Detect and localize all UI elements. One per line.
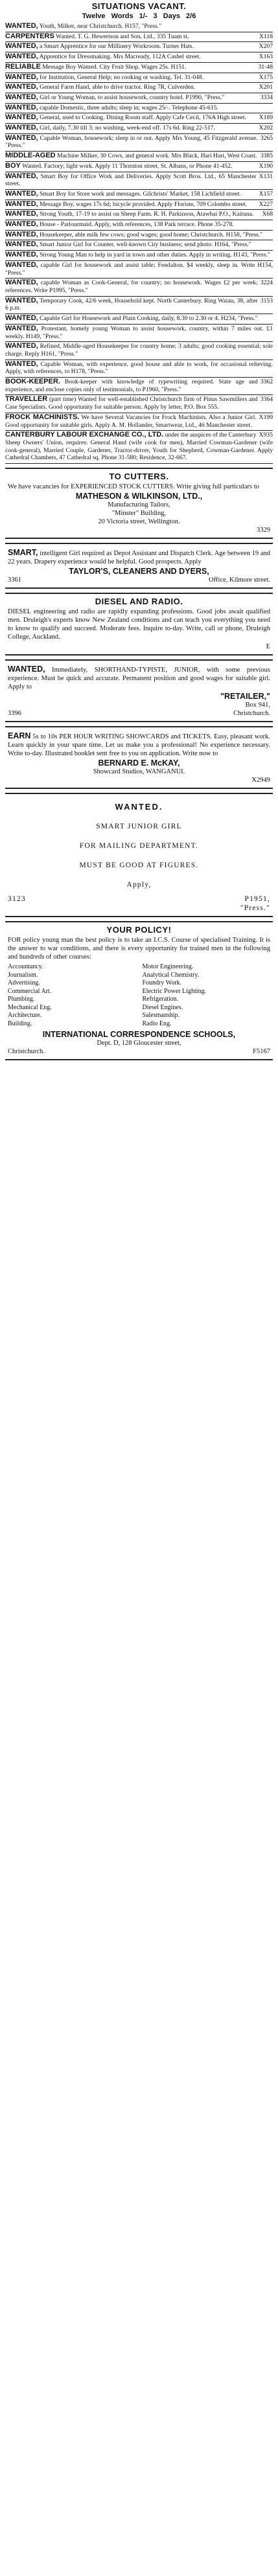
classified-ad [5, 104, 273, 114]
ics-course: Advertising. [8, 979, 40, 987]
ad-reference: X199 [259, 413, 273, 421]
classified-ad [5, 413, 273, 431]
ad-text: Girl or Young Woman, to assist housework, country hotel. P1990, "Press." [40, 93, 225, 101]
classified-ad [5, 231, 273, 241]
diesel-ref: E [266, 643, 270, 651]
ad-text: Apprentice for Dressmaking. Mrs Macready, 112A Cashel street. [39, 53, 201, 61]
classified-ad [5, 378, 273, 395]
diesel-text: DIESEL engineering and radio are rapidly expanding professions. Good jobs await qualified men. Druleigh's experts know New Zealand conditions and can teach you everything you need to know to qualify and succeed. Moderate fees. Inquire to-day. Write, call or phone, Druleigh College, Auckland. [8, 608, 270, 641]
ad-lead-word: WANTED, [5, 279, 38, 287]
classified-ad [5, 200, 273, 211]
ad-lead-word: WANTED, [5, 52, 38, 61]
ad-text: under the auspices of the Canterbury Sheep Owners' Union, requires: General Hand (wife cook for men), Married Cowman-Gardener (wife cook-general), Married Couple, Gardener, Tractor-driver, Youth for Shepherd, Cowman-Gardener. Apply Cathedral Chambers, 47 Cathedral sq. Phone 31-580; Residence, 32-667. [5, 431, 273, 462]
ad-lead-word: MIDDLE-AGED [5, 152, 56, 160]
ad-lead-word: WANTED, [5, 83, 38, 91]
ad-text: Housekeeper, able milk few cows; good wages; good home; Christchurch. H158, "Press." [40, 231, 263, 238]
depot-ad [5, 543, 273, 589]
ad-lead-word: BOY [5, 161, 21, 170]
ad-text: Capable Girl for Housework and Plain Cooking, daily, 8.30 to 2.30 or 4. H234, "Press." [40, 315, 258, 323]
classified-ad [5, 93, 273, 104]
classified-ad [5, 261, 273, 279]
cutters-firm: MATHESON & WILKINSON, LTD., [75, 492, 203, 501]
ad-text: Smart Boy for Office Work and Deliveries. Apply Scott Bros. Ltd., 65 Manchester street. [5, 172, 257, 188]
mailing-footer [8, 895, 270, 913]
ics-footer [8, 1047, 270, 1056]
ics-course: Diesel Engines. [142, 1003, 183, 1011]
ad-reference: 3334 [260, 93, 273, 101]
classified-ad [5, 113, 273, 124]
classified-ad [5, 52, 273, 63]
classified-ad [5, 63, 273, 73]
ad-reference: 3153 [260, 297, 273, 304]
ics-course: Motor Engineering. [142, 963, 194, 971]
ics-city: Christchurch. [8, 1048, 45, 1056]
ad-lead-word: WANTED, [5, 220, 38, 229]
ics-course: Analytical Chemistry. [142, 971, 200, 979]
mailing-heading: WANTED. [115, 802, 163, 812]
ad-text: capable Girl for housework and assist table; Fendalton. $4 weekly, sleep in. Write H154, "Press." [5, 261, 273, 277]
classified-ad [5, 42, 273, 52]
ad-text: Message Boy Wanted. City Fruit Shop. Wages 25s. H151. [42, 63, 187, 71]
ad-text: Smart Junior Girl for Counter, well-known City business; send photo. H164, "Press." [40, 241, 251, 249]
classified-ad [5, 395, 273, 413]
ics-school: INTERNATIONAL CORRESPONDENCE SCHOOLS, [42, 1030, 236, 1040]
mailing-ad [5, 793, 273, 917]
classified-ad [5, 240, 273, 251]
ad-text: Youth, Milker, near Christchurch. H157, "Press." [39, 23, 161, 30]
ad-reference: X68 [262, 211, 273, 218]
classified-ad [5, 32, 273, 43]
classified-ad [5, 124, 273, 134]
earn-studios: Showcard Studios, WANGANUI. [93, 768, 185, 776]
classified-ad [5, 297, 273, 314]
typiste-city: Christchurch. [233, 710, 270, 718]
ics-intro: FOR policy young man the best policy is to take an I.C.S. Course of specialised Training. It is the answer to war conditions, and there is every opportunity for trained men in the following and hundreds of other courses: [8, 937, 270, 961]
mailing-line3: MUST BE GOOD AT FIGURES. [79, 861, 199, 870]
classified-ad [5, 360, 273, 378]
ad-text: for Institution, General Help; no cooking or washing. Tel. 31-048. [40, 73, 204, 81]
classified-ad [5, 134, 273, 152]
ad-lead-word: WANTED, [5, 210, 38, 218]
typiste-footer [8, 709, 270, 718]
ad-lead-word: WANTED, [5, 113, 38, 122]
ics-course: Commercial Art. [8, 987, 52, 995]
cutters-brand: "Minster" Building, [111, 510, 167, 518]
ad-text: Book-keeper with knowledge of typewriting required. State age and experience, and enclose copies only of testimonials, to P1960, "Press." [5, 378, 258, 393]
mailing-ref1: P1951, [244, 895, 270, 904]
section-title: SITUATIONS VACANT. [91, 1, 187, 11]
ad-reference: 3265 [260, 134, 273, 142]
ads-list [5, 22, 273, 464]
classified-ad [5, 190, 273, 200]
earn-ref: X2949 [251, 777, 270, 784]
ad-lead-word: WANTED, [5, 314, 38, 323]
mailing-ref-left: 3123 [8, 895, 26, 904]
ad-lead-word: FROCK MACHINISTS. [5, 413, 80, 421]
ics-course: Journalism. [8, 971, 38, 979]
ad-text: (part time) Wanted for well-established Christchurch firm of Pinus Sawmillers and Case Specialists. Good opportunity for suitable person. Apply by letter, P.O. Box 555. [5, 396, 258, 411]
ad-lead-word: WANTED, [5, 260, 38, 269]
typiste-text-block [8, 665, 270, 691]
classified-ad [5, 251, 273, 261]
ad-text: Capable Woman, with experience, good house and able to work, for occasional relieving. Apply, with references, to H178, "Press." [5, 360, 273, 376]
ad-reference: X118 [259, 32, 273, 40]
ad-text: Girl, daily, 7.30 till 3; no washing, week-end off. 17s 6d. Ring 22-517. [40, 124, 215, 132]
ics-course: Electric Power Lighting. [142, 987, 207, 995]
ad-reference: X175 [259, 73, 273, 81]
ad-text: capable Woman as Cook-General, for country; no housework. Wages £2 per week; references. Write P1995, "Press." [5, 279, 258, 294]
cutters-ad [5, 468, 273, 539]
depot-ref: 3361 [8, 576, 21, 584]
ad-text: Strong Young Man to help in yard in town and other duties. Apply in writing. H143, "Press." [40, 251, 270, 259]
ics-dept: Dept. D, 128 Gloucester street, [97, 1040, 181, 1047]
mailing-line1: SMART JUNIOR GIRL [96, 823, 182, 831]
ad-text: We have Several Vacancies for Frock Machinists. Also a Junior Girl. Good opportunity for suitable girls. Apply A. M. Hollander, Smartwear, Ltd., 46 Manchester street. [5, 413, 257, 429]
classified-ad [5, 342, 273, 359]
ad-lead-word: BOOK-KEEPER. [5, 378, 60, 386]
ad-text: Smart Boy for Store work and messages. Gilchrists' Market, 158 Lichfield street. [40, 190, 241, 198]
ics-title: YOUR POLICY! [106, 925, 172, 935]
ad-lead-word: RELIABLE [5, 62, 41, 71]
ad-reference: X207 [259, 43, 273, 51]
diesel-ad [5, 593, 273, 655]
classified-ad [5, 152, 273, 162]
ad-reference: X201 [259, 84, 273, 91]
ics-course: Foundry Work. [142, 979, 182, 987]
classified-ad [5, 172, 273, 190]
classified-ad [5, 431, 273, 464]
earn-name: BERNARD E. McKAY, [98, 758, 180, 768]
ad-reference: X202 [259, 124, 273, 132]
ad-lead-word: CANTERBURY LABOUR EXCHANGE CO., LTD. [5, 431, 164, 439]
ics-courses [8, 963, 270, 1028]
mailing-refs [240, 895, 270, 913]
classified-ad [5, 314, 273, 325]
classified-ad [5, 279, 273, 296]
typiste-text: Immediately, SHORTHAND-TYPISTE, JUNIOR, with some previous experience. Must be quick and accurate. Permanent position and good wages for suitable girl. Apply to [8, 667, 271, 691]
ad-text: Capable Woman, housework; sleep in or out. Apply Mrs Young, 45 Fitzgerald avenue. "Press." [5, 134, 258, 150]
ics-course: Refrigeration. [142, 996, 179, 1003]
ad-text: Protestant, homely young Woman to assist housework, country, within 7 miles out. £1 weekly. H149, "Press." [5, 325, 273, 340]
ad-reference: 3224 [260, 279, 273, 287]
earn-lead: EARN [8, 731, 31, 741]
diesel-title: DIESEL AND RADIO. [95, 597, 183, 607]
cutters-address: 20 Victoria street, Wellington. [98, 518, 180, 526]
ad-text: Message Boy, wages 17s 6d; bicycle provided. Apply Floriste, 709 Colombo street. [40, 200, 248, 208]
ad-lead-word: WANTED, [5, 133, 38, 142]
mailing-apply: Apply, [126, 881, 152, 889]
ad-text: General, used to Cooking. Dining Room staff. Apply Cafe Cecil, 176A High street. [40, 114, 246, 122]
ad-reference: X163 [259, 53, 273, 61]
classified-ad [5, 220, 273, 231]
typiste-firm: "RETAILER," [220, 692, 270, 701]
ad-reference: X157 [259, 190, 273, 198]
earn-text-block [8, 732, 270, 758]
ad-text: capable Domestic, three adults; sleep in; wages 25/-. Telephone 45-615. [40, 104, 218, 111]
ad-reference: X189 [259, 114, 273, 122]
depot-firm: TAYLOR'S, CLEANERS AND DYERS, [69, 567, 209, 576]
earn-text: 5s to 10s PER HOUR WRITING SHOWCARDS and TICKETS. Easy, pleasant work. Learn quickly in your spare time. Let us make you a professional! No experience necessary. Write to-day. Illustrated booklet sent free to you on application. Write now to [8, 733, 271, 758]
typiste-lead: WANTED, [8, 665, 45, 674]
ad-text: House - Parlourmaid. Apply, with references, 138 Park terrace. Phone 35-278. [40, 221, 234, 229]
typiste-ref: 3396 [8, 710, 21, 718]
ics-course: Accountancy. [8, 963, 43, 971]
classified-ad [5, 325, 273, 342]
depot-footer [8, 576, 270, 584]
ad-lead-word: WANTED, [5, 342, 38, 350]
ad-lead-word: WANTED, [5, 73, 38, 81]
ad-lead-word: CARPENTERS [5, 32, 54, 40]
depot-text: intelligent Girl required as Depot Assistant and Dispatch Clerk. Age between 19 and 22 years. Drapery experience would be helpful. Good prospects. Apply [8, 550, 271, 566]
cutters-trade: Manufacturing Tailors, [108, 501, 170, 509]
depot-address: Office, Kilmore street. [209, 576, 270, 584]
ics-course: Building. [8, 1020, 32, 1027]
ad-lead-word: WANTED, [5, 240, 38, 249]
ad-reference: 3362 [260, 378, 273, 386]
rates-line: Twelve Words 1/- 3 Days 2/6 [82, 12, 196, 20]
ad-lead-word: WANTED, [5, 103, 38, 111]
cutters-title: TO CUTTERS. [109, 472, 169, 482]
typiste-box: Box 941, [245, 701, 270, 709]
ad-lead-word: WANTED, [5, 42, 38, 51]
ad-lead-word: TRAVELLER [5, 395, 48, 404]
classified-ad [5, 83, 273, 93]
ics-ref: F5167 [253, 1048, 270, 1056]
ad-reference: 3364 [260, 396, 273, 404]
ad-reference: X935 [259, 431, 273, 439]
ad-lead-word: WANTED, [5, 93, 38, 101]
ad-lead-word: WANTED, [5, 124, 38, 132]
ad-text: General Farm Hand, able to drive tractor. Ring 7R, Culverden. [40, 84, 196, 91]
classified-ad [5, 22, 273, 32]
cutters-ref: 3329 [257, 527, 270, 534]
ad-text: Strong Youth, 17-19 to assist on Sheep Farm. R. H. Parkinson, Atawhai P.O., Kaituna. [40, 211, 254, 218]
ics-course: Architecture. [8, 1012, 42, 1020]
ad-text: Wanted. T. G. Hewertson and Son, Ltd., 335 Tuam st. [56, 32, 189, 40]
ad-lead-word: WANTED, [5, 22, 38, 30]
classified-page [0, 0, 278, 1060]
ad-lead-word: WANTED, [5, 230, 38, 238]
ad-lead-word: WANTED, [5, 251, 38, 259]
mailing-ref2: "Press." [240, 904, 270, 913]
ad-text: Machine Milker, 30 Cows, and general work. Mrs Black, Hari Hari, West Coast. [57, 152, 257, 160]
ad-reference: X190 [259, 162, 273, 170]
classified-ad [5, 210, 273, 220]
depot-lead: SMART, [8, 548, 38, 558]
ics-course: Plumbing. [8, 996, 35, 1003]
ad-lead-word: WANTED, [5, 199, 38, 208]
depot-text-block [8, 549, 270, 566]
ad-lead-word: WANTED, [5, 296, 38, 304]
ics-course: Salesmanship. [142, 1012, 180, 1020]
ad-text: Wanted. Factory; light work. Apply 11 Thornton street, St. Albans, or Phone 41-452. [22, 162, 233, 170]
ad-lead-word: WANTED, [5, 324, 38, 332]
ics-ad [5, 921, 273, 1060]
classified-ad [5, 73, 273, 84]
ad-lead-word: WANTED, [5, 172, 38, 180]
earn-ad [5, 726, 273, 789]
ad-reference: 3385 [260, 152, 273, 160]
ad-reference: 31-48 [258, 63, 273, 71]
ad-reference: X131 [259, 172, 273, 180]
typiste-ad [5, 659, 273, 722]
ics-course: Mechanical Eng. [8, 1003, 52, 1011]
ad-text: Refined, Middle-aged Housekeeper for country home; 3 adults; good cooking essential; sole charge. Reply H161, "Press." [5, 343, 273, 358]
ad-lead-word: WANTED, [5, 189, 38, 198]
ad-text: Temporary Cook, 42/6 week, Household kept. North Canterbury. Ring Waiau, 38, after 6 p.m. [5, 297, 258, 312]
mailing-line2: FOR MAILING DEPARTMENT. [79, 842, 199, 850]
ad-reference: X227 [259, 200, 273, 208]
ics-course: Radio Eng. [142, 1020, 172, 1027]
ad-lead-word: WANTED, [5, 359, 38, 368]
ad-text: a Smart Apprentice for our Millinery Workroom. Turner Hats. [40, 43, 194, 51]
cutters-body: We have vacancies for EXPERIENCED STOCK CUTTERS. Write giving full particulars to [8, 483, 259, 491]
classified-ad [5, 162, 273, 172]
